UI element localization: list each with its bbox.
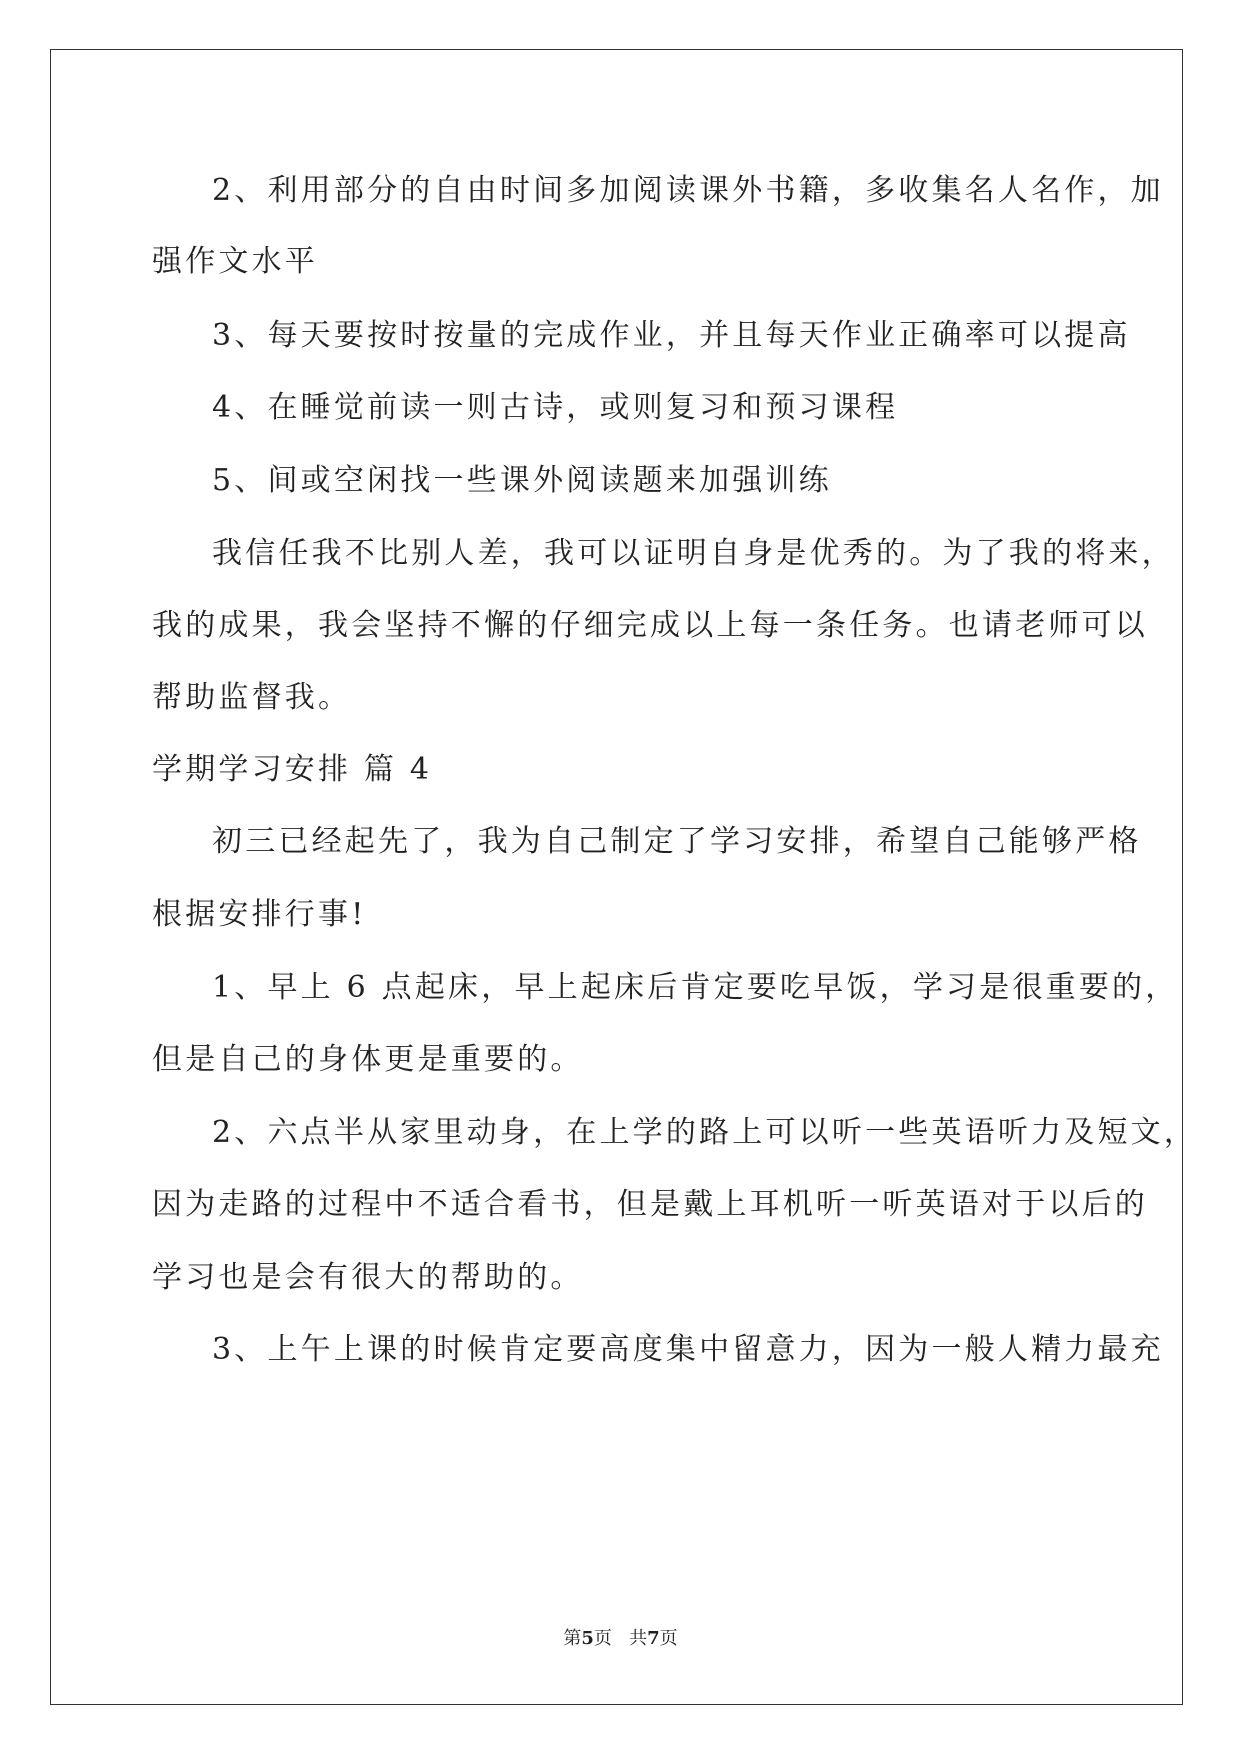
paragraph-line: 3、每天要按时按量的完成作业，并且每天作业正确率可以提高 (212, 318, 1131, 353)
page-border (50, 49, 1183, 1705)
paragraph-line: 1、早上 6 点起床，早上起床后肯定要吃早饭，学习是很重要的， (212, 970, 1179, 1005)
paragraph-line: 初三已经起先了，我为自己制定了学习安排，希望自己能够严格 (212, 824, 1142, 859)
footer-page-number: 5 (581, 1628, 594, 1649)
section-heading: 学期学习安排 篇 4 (152, 752, 433, 787)
page-footer (0, 1628, 1241, 1650)
paragraph-line: 我信任我不比别人差，我可以证明自身是优秀的。为了我的将来， (212, 536, 1175, 571)
paragraph-line: 但是自己的身体更是重要的。 (152, 1042, 584, 1077)
footer-total-suffix: 页 (659, 1628, 678, 1649)
paragraph-line: 3、上午上课的时候肯定要高度集中留意力，因为一般人精力最充 (212, 1332, 1164, 1367)
footer-total-number: 7 (647, 1628, 660, 1649)
paragraph-line: 学习也是会有很大的帮助的。 (152, 1260, 584, 1295)
footer-page-suffix: 页 (593, 1628, 612, 1649)
footer-total-prefix: 共 (629, 1628, 648, 1649)
paragraph-line: 根据安排行事! (152, 897, 367, 932)
paragraph-line: 2、六点半从家里动身，在上学的路上可以听一些英语听力及短文， (212, 1115, 1198, 1150)
paragraph-line: 4、在睡觉前读一则古诗，或则复习和预习课程 (212, 390, 899, 425)
paragraph-line: 我的成果，我会坚持不懈的仔细完成以上每一条任务。也请老师可以 (152, 608, 1148, 643)
paragraph-line: 强作文水平 (152, 244, 318, 279)
paragraph-line: 因为走路的过程中不适合看书，但是戴上耳机听一听英语对于以后的 (152, 1187, 1148, 1222)
paragraph-line: 帮助监督我。 (152, 680, 352, 715)
paragraph-line: 2、利用部分的自由时间多加阅读课外书籍，多收集名人名作，加 (212, 173, 1164, 208)
footer-page-prefix: 第 (563, 1628, 582, 1649)
paragraph-line: 5、间或空闲找一些课外阅读题来加强训练 (212, 463, 832, 498)
